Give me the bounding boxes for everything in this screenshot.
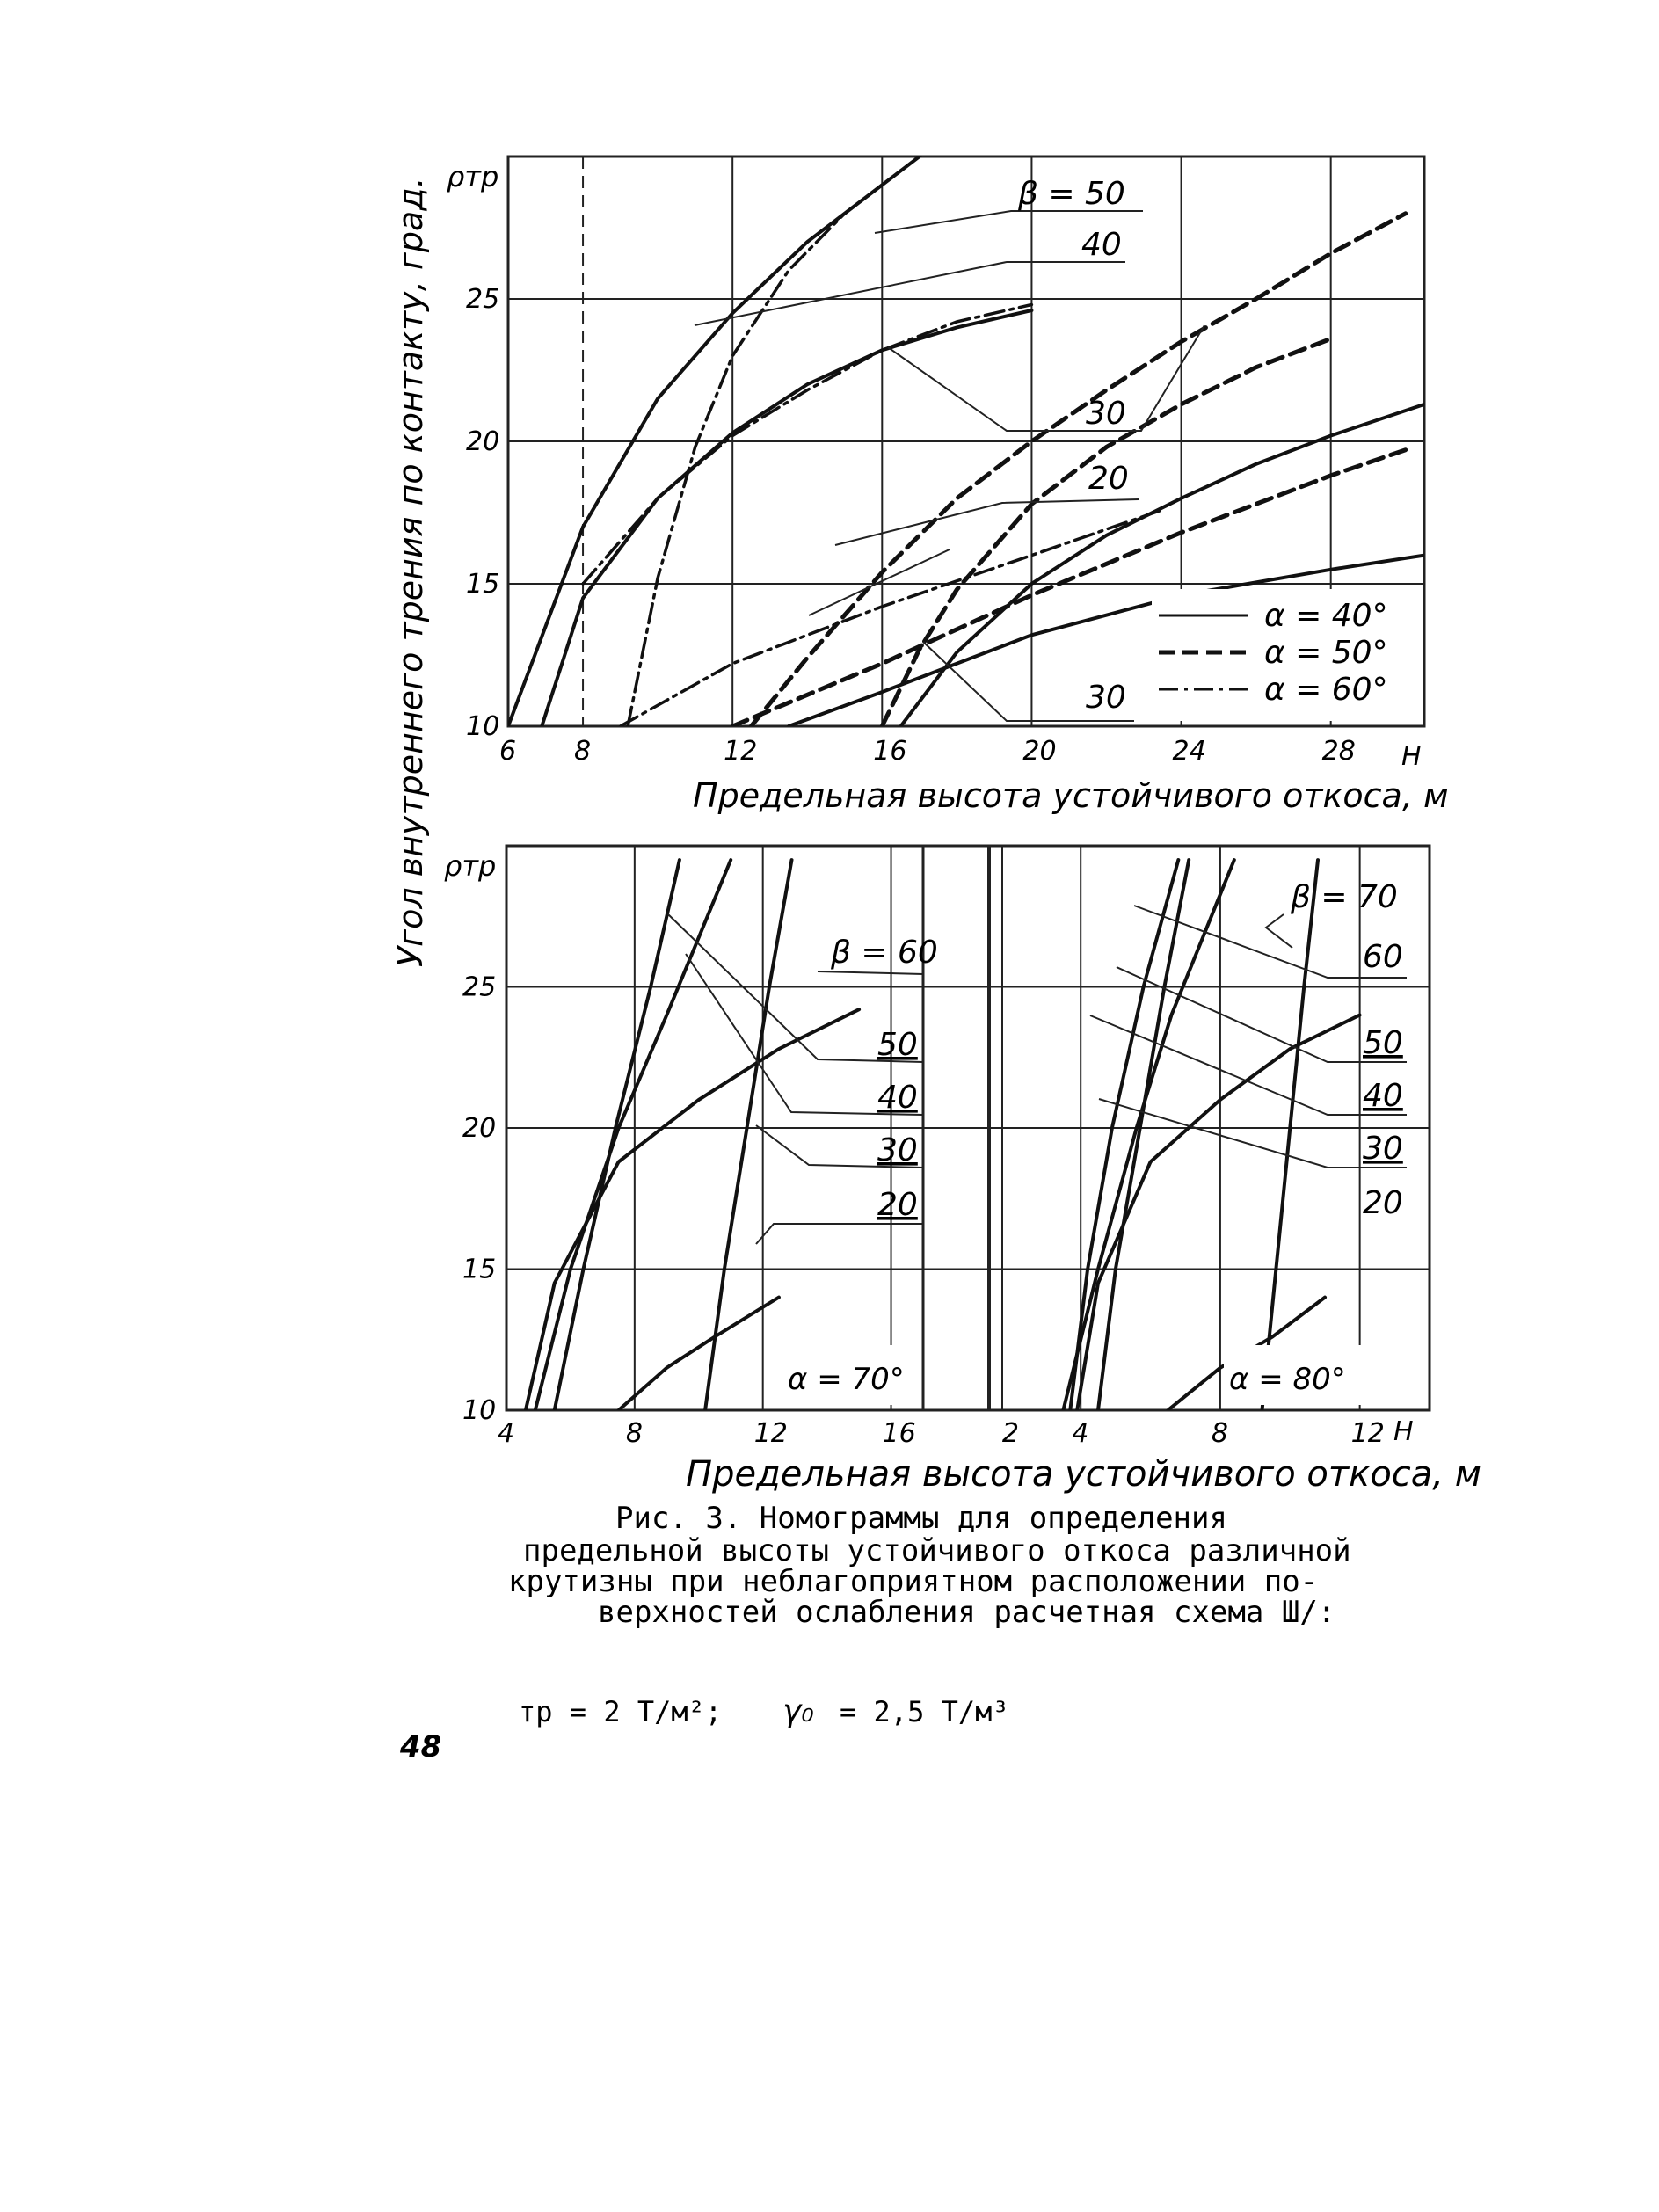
top-beta-label-30-dashed: 30: [1086, 396, 1126, 432]
alpha70-beta-label-30: 30: [877, 1132, 918, 1168]
page-number: 48: [400, 1729, 442, 1765]
top-y-tick-label: 25: [466, 284, 500, 315]
top-x-tick-label: 6: [499, 736, 517, 767]
top-beta-label-40: 40: [1081, 227, 1122, 263]
top-legend: [1152, 589, 1420, 721]
bottom-panel1-series-beta60: [705, 860, 791, 1410]
alpha70-beta-label-20: 20: [877, 1187, 918, 1223]
alpha80-beta-label-50: 50: [1363, 1025, 1403, 1061]
top-x-tick-label: 8: [574, 736, 592, 767]
bottom-y-tick-label: 25: [462, 971, 497, 1003]
caption-line-3: крутизны при неблагоприятном расположении по-: [508, 1564, 1319, 1599]
bottom-y-tick-label: 10: [462, 1395, 497, 1426]
top-y-tick-label: 20: [466, 426, 500, 457]
top-beta-label-30-solid: 30: [1086, 680, 1126, 716]
top-y-tick-label: 15: [466, 569, 500, 600]
bottom-x-tick-label: 2: [1001, 1418, 1019, 1449]
bottom-panel-2-curves: [1063, 860, 1359, 1410]
bottom-panel2-series-beta50: [1070, 860, 1178, 1410]
bottom-x-tick-label: 8: [1211, 1418, 1229, 1449]
top-series-alpha60-beta40: [583, 305, 1031, 585]
top-x-tick-label: 12: [724, 736, 758, 767]
caption-formula-gamma: γ₀: [782, 1693, 814, 1729]
top-beta-label-50: β = 50: [1018, 176, 1125, 212]
bottom-x-tick-label: 12: [1350, 1418, 1385, 1449]
bottom-x-tick-label: 4: [1072, 1418, 1089, 1449]
top-y-tick-label: 10: [466, 711, 500, 742]
alpha80-beta-label-60: 60: [1363, 939, 1403, 975]
caption-formula-right: = 2,5 Т/м³: [840, 1695, 1009, 1728]
bottom-y-tick-label: 15: [462, 1254, 497, 1285]
legend-alpha-40: α = 40°: [1264, 598, 1388, 634]
figure-caption: [508, 1501, 1351, 1729]
bottom-panel1-series-beta40: [535, 860, 731, 1410]
caption-line-1: Рис. 3. Номограммы для определения: [615, 1501, 1227, 1536]
bottom-panel2-series-beta70: [1262, 860, 1319, 1410]
bottom-x-tick-label: 4: [498, 1418, 515, 1449]
top-beta-label-20: 20: [1088, 461, 1129, 497]
alpha80-beta-label-40: 40: [1363, 1078, 1403, 1114]
top-nomogram: [447, 128, 1449, 815]
alpha70-beta-label-40: 40: [877, 1080, 918, 1116]
top-x-tick-label: 24: [1172, 736, 1206, 767]
top-x-axis-label: Предельная высота устойчивого откоса, м: [693, 776, 1449, 815]
alpha70-beta-label-50: 50: [877, 1027, 918, 1063]
alpha80-label: α = 80°: [1229, 1362, 1346, 1397]
alpha70-label: α = 70°: [788, 1362, 905, 1397]
bottom-y-tick-label: 20: [462, 1113, 497, 1144]
top-series-alpha60-beta30: [621, 510, 1163, 726]
bottom-x-tick-label: 8: [625, 1418, 643, 1449]
bottom-panel-1-curves: [526, 860, 859, 1410]
caption-line-4: верхностей ослабления расчетная схема Ш/:: [598, 1595, 1336, 1630]
top-y-symbol: ρтр: [447, 160, 499, 193]
legend-alpha-60: α = 60°: [1264, 672, 1388, 708]
alpha70-beta-label-60: β = 60: [831, 935, 938, 971]
alpha70-label-box: [781, 1345, 921, 1405]
shared-y-axis-label: Угол внутреннего трения по контакту, град.: [391, 177, 430, 967]
caption-line-2: предельной высоты устойчивого откоса различной: [523, 1533, 1351, 1568]
alpha80-beta-label-30: 30: [1363, 1131, 1403, 1167]
bottom-x-tick-label: 12: [753, 1418, 788, 1449]
bottom-x-tick-label: 16: [882, 1418, 916, 1449]
alpha80-label-box: [1224, 1345, 1378, 1405]
top-x-symbol: H: [1401, 741, 1422, 772]
top-x-tick-label: 28: [1321, 736, 1356, 767]
caption-formula-left: тр = 2 Т/м²;: [519, 1695, 723, 1728]
bottom-panel2-series-beta40: [1063, 860, 1233, 1410]
alpha80-beta-label-20: 20: [1363, 1185, 1403, 1221]
top-series-alpha60-beta50: [628, 171, 901, 726]
legend-alpha-50: α = 50°: [1264, 635, 1388, 671]
bottom-x-symbol: H: [1393, 1416, 1414, 1447]
bottom-nomogram: [444, 846, 1481, 1495]
bottom-x-axis-label: Предельная высота устойчивого откоса, м: [686, 1454, 1481, 1495]
top-x-tick-label: 20: [1022, 736, 1057, 767]
bottom-panel1-series-beta20: [619, 1298, 779, 1410]
alpha80-beta-label-70: β = 70: [1291, 879, 1398, 915]
bottom-y-symbol: ρтр: [444, 849, 497, 883]
top-x-tick-label: 16: [873, 736, 907, 767]
